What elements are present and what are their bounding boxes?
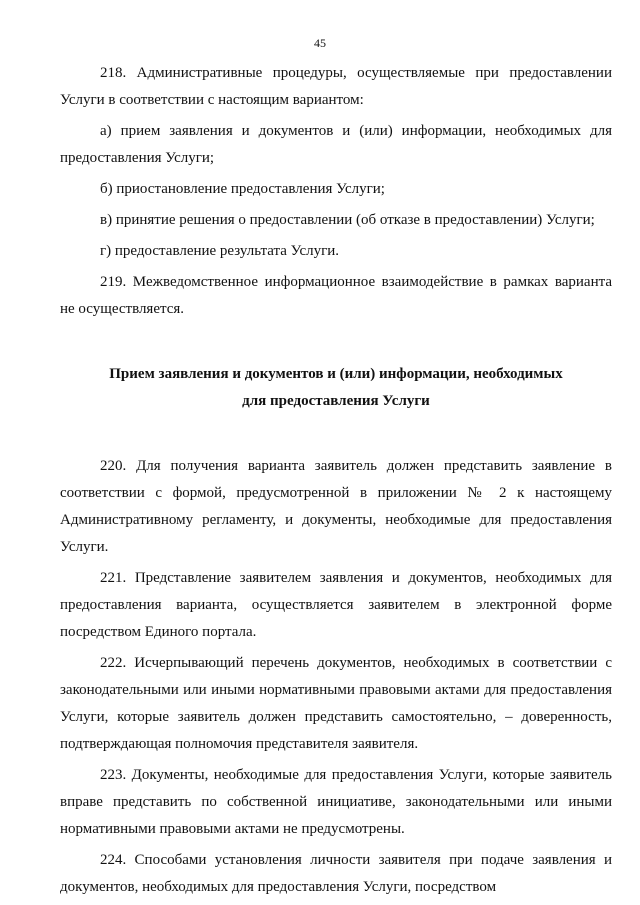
section-heading-line-2: для предоставления Услуги bbox=[242, 393, 430, 409]
list-item-a: а) прием заявления и документов и (или) информации, необходимых для предоставления Услуги; bbox=[60, 123, 612, 166]
paragraph-220: 220. Для получения варианта заявитель должен представить заявление в соответствии с формой, предусмотренной в приложении № 2 к настоящему Административному регламенту, и документы, необходимые для предоставления Услуги. bbox=[60, 458, 612, 555]
paragraph-221: 221. Представление заявителем заявления и документов, необходимых для предоставления варианта, осуществляется заявителем в электронной форме посредством Единого портала. bbox=[60, 570, 612, 640]
list-item-g: г) предоставление результата Услуги. bbox=[100, 243, 340, 259]
section-heading bbox=[60, 361, 612, 415]
paragraph-223: 223. Документы, необходимые для предоставления Услуги, которые заявитель вправе представить по собственной инициативе, законодательными или иными нормативными правовыми актами не предусмотрены. bbox=[60, 767, 612, 837]
paragraph-218: 218. Административные процедуры, осуществляемые при предоставлении Услуги в соответствии с настоящим вариантом: bbox=[60, 65, 612, 108]
paragraph-224: 224. Способами установления личности заявителя при подаче заявления и документов, необходимых для предоставления Услуги, посредством bbox=[60, 852, 612, 895]
list-item-b: б) приостановление предоставления Услуги; bbox=[100, 181, 385, 197]
page-number: 45 bbox=[314, 36, 326, 50]
section-heading-line-1: Прием заявления и документов и (или) информации, необходимых bbox=[109, 366, 563, 382]
paragraph-222: 222. Исчерпывающий перечень документов, необходимых в соответствии с законодательными или иными нормативными правовыми актами для предоставления Услуги, которые заявитель должен представить самостоятельно, – доверенность, подтверждающая полномочия представителя заявителя. bbox=[60, 655, 612, 752]
list-item-v: в) принятие решения о предоставлении (об отказе в предоставлении) Услуги; bbox=[100, 212, 595, 228]
document-body bbox=[60, 60, 612, 901]
paragraph-219: 219. Межведомственное информационное взаимодействие в рамках варианта не осуществляется. bbox=[60, 274, 612, 317]
